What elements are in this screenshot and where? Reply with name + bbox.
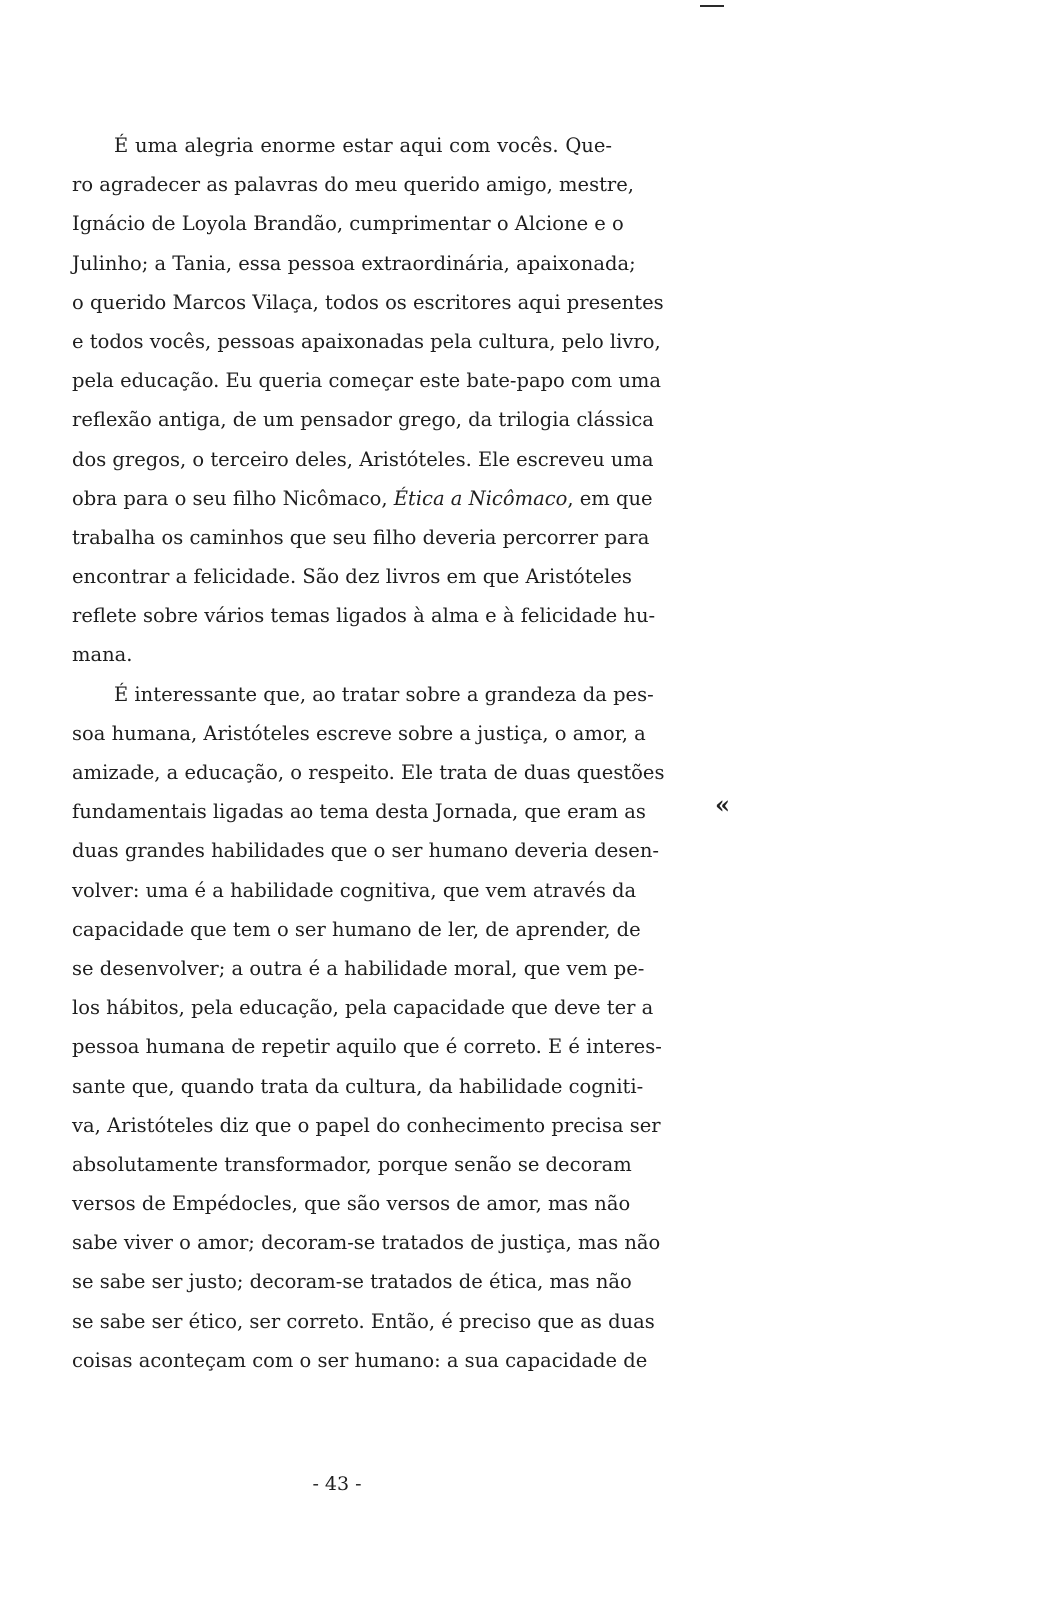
- text-line: Julinho; a Tania, essa pessoa extraordinária, apaixonada;: [72, 251, 636, 275]
- text-line: reflexão antiga, de um pensador grego, da trilogia clássica: [72, 408, 654, 432]
- text-line: sante que, quando trata da cultura, da habilidade cogniti-: [72, 1074, 644, 1098]
- text-line: se desenvolver; a outra é a habilidade moral, que vem pe-: [72, 956, 645, 980]
- text-segment: obra para o seu filho Nicômaco,: [72, 486, 388, 510]
- text-line: o querido Marcos Vilaça, todos os escritores aqui presentes: [72, 290, 664, 314]
- text-line: e todos vocês, pessoas apaixonadas pela cultura, pelo livro,: [72, 329, 661, 353]
- text-line: mana.: [72, 643, 133, 667]
- text-line: se sabe ser ético, ser correto. Então, é preciso que as duas: [72, 1309, 655, 1333]
- text-line: absolutamente transformador, porque senão se decoram: [72, 1152, 632, 1176]
- text-segment: , em que: [567, 486, 653, 510]
- page-number: - 43 -: [312, 1473, 362, 1495]
- text-line: coisas aconteçam com o ser humano: a sua capacidade de: [72, 1348, 648, 1372]
- margin-mark: «: [715, 790, 730, 819]
- text-line: dos gregos, o terceiro deles, Aristóteles. Ele escreveu uma: [72, 447, 654, 471]
- text-line: reflete sobre vários temas ligados à alma e à felicidade hu-: [72, 604, 656, 628]
- text-line: É uma alegria enorme estar aqui com vocês. Que-: [114, 134, 612, 157]
- text-line: trabalha os caminhos que seu filho deveria percorrer para: [72, 525, 650, 549]
- text-line: versos de Empédocles, que são versos de amor, mas não: [72, 1192, 631, 1216]
- text-line: va, Aristóteles diz que o papel do conhecimento precisa ser: [72, 1113, 661, 1137]
- paragraph-2: [72, 675, 665, 1380]
- text-line: pessoa humana de repetir aquilo que é correto. E é interes-: [72, 1035, 662, 1059]
- text-line: amizade, a educação, o respeito. Ele trata de duas questões: [72, 761, 665, 784]
- body-text: [72, 126, 665, 1380]
- text-line: pela educação. Eu queria começar este bate-papo com uma: [72, 369, 662, 393]
- text-line: capacidade que tem o ser humano de ler, de aprender, de: [72, 917, 641, 941]
- text-line: soa humana, Aristóteles escreve sobre a justiça, o amor, a: [72, 721, 646, 745]
- text-line: sabe viver o amor; decoram-se tratados de justiça, mas não: [72, 1231, 661, 1255]
- paragraph-1: [72, 126, 664, 675]
- text-line: Ignácio de Loyola Brandão, cumprimentar o Alcione e o: [72, 212, 624, 236]
- text-line: duas grandes habilidades que o ser humano deveria desen-: [72, 839, 659, 863]
- text-line: encontrar a felicidade. São dez livros em que Aristóteles: [72, 565, 632, 589]
- text-line-with-title: [72, 479, 653, 518]
- text-line: volver: uma é a habilidade cognitiva, que vem através da: [72, 878, 637, 902]
- text-line: É interessante que, ao tratar sobre a grandeza da pes-: [114, 682, 654, 706]
- top-edge-mark: [700, 5, 724, 7]
- text-line: fundamentais ligadas ao tema desta Jornada, que eram as: [72, 800, 646, 824]
- text-line: ro agradecer as palavras do meu querido amigo, mestre,: [72, 173, 634, 197]
- text-line: los hábitos, pela educação, pela capacidade que deve ter a: [72, 996, 654, 1020]
- text-line: se sabe ser justo; decoram-se tratados de ética, mas não: [72, 1270, 632, 1294]
- book-title: Ética a Nicômaco: [393, 486, 568, 510]
